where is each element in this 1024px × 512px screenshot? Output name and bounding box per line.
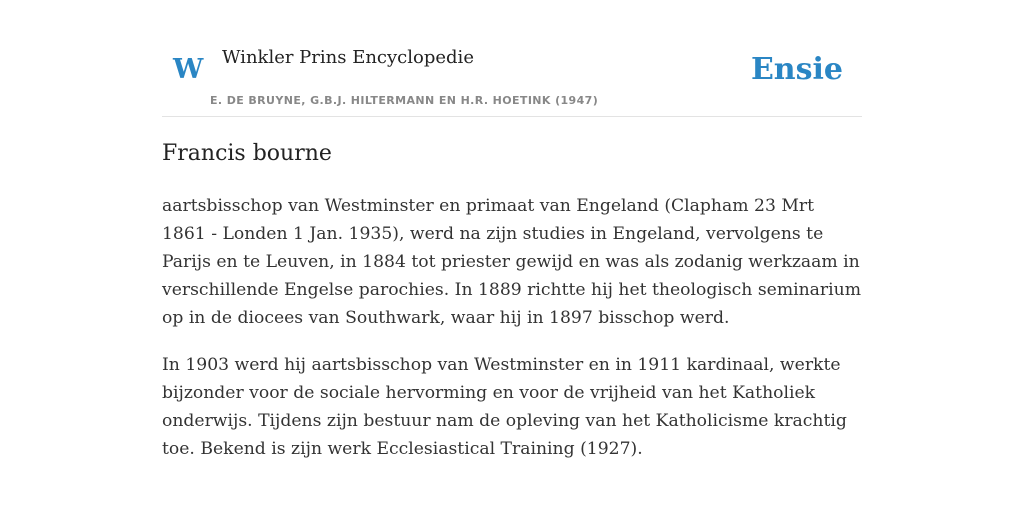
source-authors: E. DE BRUYNE, G.B.J. HILTERMANN EN H.R. HOETINK (1947)	[210, 94, 599, 107]
ensie-logo[interactable]: Ensie	[750, 52, 843, 87]
source-title-link[interactable]: Winkler Prins Encyclopedie	[222, 47, 474, 68]
article	[162, 136, 862, 463]
article-paragraph-1: aartsbisschop van Westminster en primaat van Engeland (Clapham 23 Mrt 1861 - Londen 1 Jan. 1935), werd na zijn studies in Engeland, vervolgens te Parijs en te Leuven, in 1884 tot priester gewijd en was als zodanig werkzaam in verschillende Engelse parochies. In 1889 richtte hij het theologisch seminarium op in de diocees van Southwark, waar hij in 1897 bisschop werd.	[162, 196, 862, 328]
winkler-prins-logo[interactable]: W	[173, 54, 204, 85]
source-header	[162, 40, 862, 117]
article-title: Francis bourne	[162, 141, 332, 166]
article-paragraph-2: In 1903 werd hij aartsbisschop van Westminster en in 1911 kardinaal, werkte bijzonder voor de sociale hervorming en voor de vrijheid van het Katholiek onderwijs. Tijdens zijn bestuur nam de opleving van het Katholicisme krachtig toe. Bekend is zijn werk Ecclesiastical Training (1927).	[162, 355, 847, 459]
